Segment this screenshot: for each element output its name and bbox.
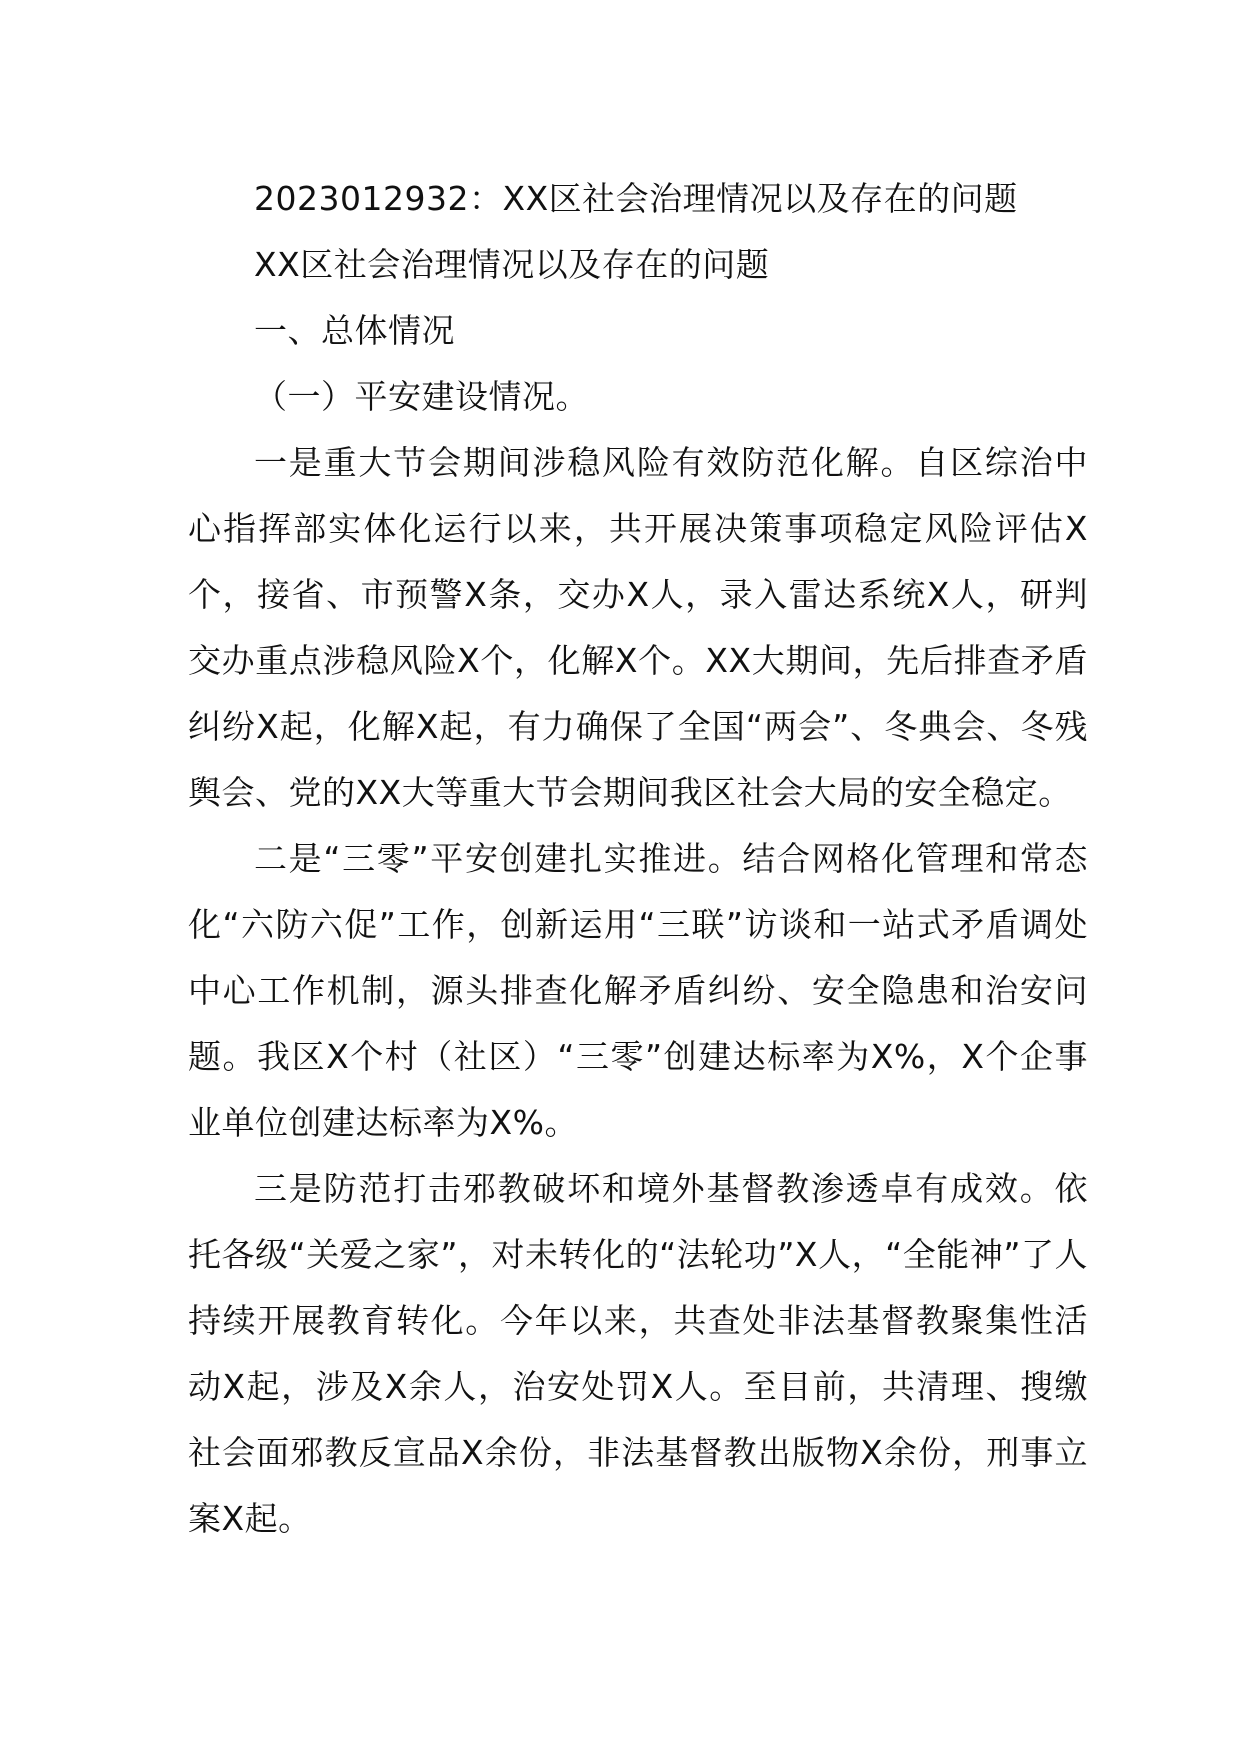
paragraph-3-lead: 三是防范打击邪教破坏和境外基督教渗透卓有成效。 [254,1169,1055,1208]
paragraph-1-body: 自区综治中心指挥部实体化运行以来，共开展决策事项稳定风险评估X个，接省、市预警X条，交办X人，录入雷达系统X人，研判交办重点涉稳风险X个，化解X个。XX大期间，先后排查矛盾纠纷X起，化解X起，有力确保了全国“两会”、冬典会、冬残舆会、党的XX大等重大节会期间我区社会大局的安全稳定。 [188,443,1089,812]
paragraph-2-body: 结合网格化管理和常态化“六防六促”工作，创新运用“三联”访谈和一站式矛盾调处中心工作机制，源头排查化解矛盾纠纷、安全隐患和治安问题。我区X个村（社区）“三零”创建达标率为X%，X个企事业单位创建达标率为X%。 [188,839,1089,1142]
document-title: XX区社会治理情况以及存在的问题 [254,245,770,284]
section-heading: 一、总体情况 [254,311,455,350]
paragraph-2 [188,826,1088,1156]
document-heading: 2023012932：XX区社会治理情况以及存在的问题 [254,179,1018,218]
paragraph-1 [188,430,1088,826]
subsection-heading: （一）平安建设情况。 [254,377,589,416]
paragraph-3 [188,1156,1088,1552]
paragraph-3-body: 依托各级“关爱之家”，对未转化的“法轮功”X人，“全能神”了人持续开展教育转化。今年以来，共查处非法基督教聚集性活动X起，涉及X余人，治安处罚X人。至目前，共清理、搜缴社会面邪教反宣品X余份，非法基督教出版物X余份，刑事立案X起。 [188,1169,1088,1538]
document-body [188,166,1088,1552]
paragraph-2-lead: 二是“三零”平安创建扎实推进。 [254,839,743,878]
paragraph-1-lead: 一是重大节会期间涉稳风险有效防范化解。 [254,443,916,482]
